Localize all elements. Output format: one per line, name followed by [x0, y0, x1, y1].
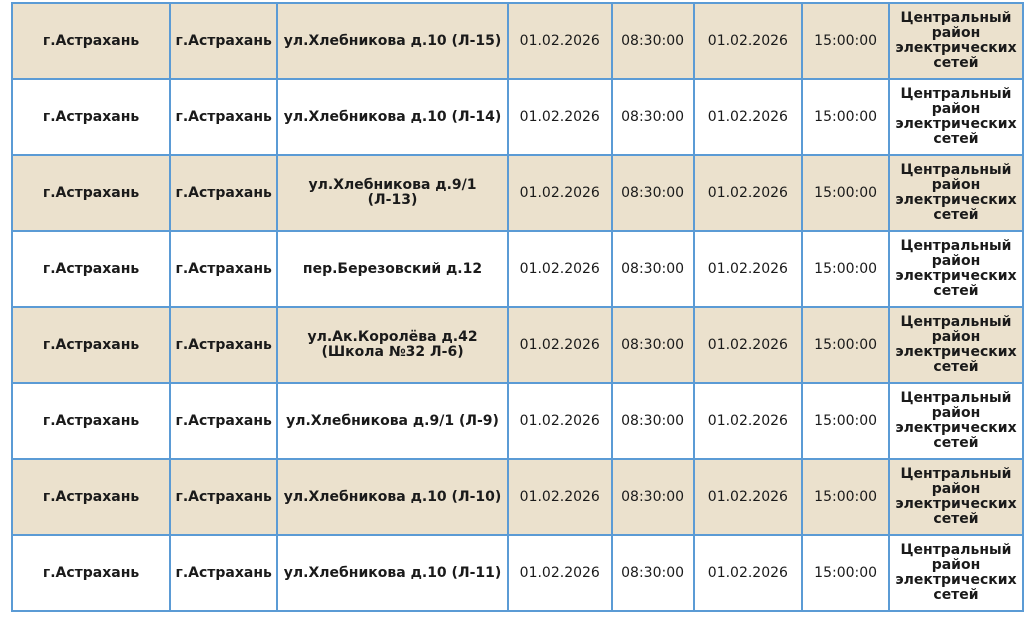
end-date-cell: 01.02.2026: [694, 383, 803, 459]
end-time-cell: 15:00:00: [802, 307, 889, 383]
start-time-cell: 08:30:00: [612, 231, 694, 307]
end-time-cell: 15:00:00: [802, 79, 889, 155]
end-date-cell: 01.02.2026: [694, 155, 803, 231]
settlement-cell: г.Астрахань: [12, 3, 170, 79]
locality-cell: г.Астрахань: [170, 3, 277, 79]
table-row: [12, 231, 1023, 307]
start-date-cell: 01.02.2026: [508, 3, 612, 79]
locality-cell: г.Астрахань: [170, 155, 277, 231]
table-row: [12, 155, 1023, 231]
start-time-cell: 08:30:00: [612, 383, 694, 459]
start-date-cell: 01.02.2026: [508, 307, 612, 383]
table-row: [12, 3, 1023, 79]
outage-schedule-table: [11, 2, 1024, 612]
address-cell: ул.Хлебникова д.10 (Л-15): [277, 3, 508, 79]
end-time-cell: 15:00:00: [802, 383, 889, 459]
settlement-cell: г.Астрахань: [12, 155, 170, 231]
end-time-cell: 15:00:00: [802, 535, 889, 611]
address-cell: ул.Хлебникова д.9/1 (Л-9): [277, 383, 508, 459]
locality-cell: г.Астрахань: [170, 459, 277, 535]
settlement-cell: г.Астрахань: [12, 307, 170, 383]
locality-cell: г.Астрахань: [170, 383, 277, 459]
department-cell: Центральный район электрических сетей: [889, 79, 1023, 155]
end-date-cell: 01.02.2026: [694, 535, 803, 611]
start-date-cell: 01.02.2026: [508, 459, 612, 535]
locality-cell: г.Астрахань: [170, 307, 277, 383]
start-date-cell: 01.02.2026: [508, 231, 612, 307]
table-row: [12, 383, 1023, 459]
settlement-cell: г.Астрахань: [12, 459, 170, 535]
start-date-cell: 01.02.2026: [508, 155, 612, 231]
address-cell: ул.Ак.Королёва д.42 (Школа №32 Л-6): [277, 307, 508, 383]
address-cell: ул.Хлебникова д.10 (Л-11): [277, 535, 508, 611]
settlement-cell: г.Астрахань: [12, 79, 170, 155]
address-cell: ул.Хлебникова д.10 (Л-10): [277, 459, 508, 535]
start-date-cell: 01.02.2026: [508, 383, 612, 459]
settlement-cell: г.Астрахань: [12, 535, 170, 611]
end-time-cell: 15:00:00: [802, 3, 889, 79]
end-date-cell: 01.02.2026: [694, 231, 803, 307]
address-cell: пер.Березовский д.12: [277, 231, 508, 307]
table-row: [12, 79, 1023, 155]
locality-cell: г.Астрахань: [170, 79, 277, 155]
table-row: [12, 459, 1023, 535]
settlement-cell: г.Астрахань: [12, 231, 170, 307]
department-cell: Центральный район электрических сетей: [889, 535, 1023, 611]
locality-cell: г.Астрахань: [170, 535, 277, 611]
start-time-cell: 08:30:00: [612, 307, 694, 383]
end-date-cell: 01.02.2026: [694, 3, 803, 79]
end-time-cell: 15:00:00: [802, 231, 889, 307]
start-time-cell: 08:30:00: [612, 155, 694, 231]
table-row: [12, 535, 1023, 611]
start-date-cell: 01.02.2026: [508, 79, 612, 155]
start-time-cell: 08:30:00: [612, 535, 694, 611]
locality-cell: г.Астрахань: [170, 231, 277, 307]
settlement-cell: г.Астрахань: [12, 383, 170, 459]
start-date-cell: 01.02.2026: [508, 535, 612, 611]
department-cell: Центральный район электрических сетей: [889, 459, 1023, 535]
start-time-cell: 08:30:00: [612, 79, 694, 155]
end-time-cell: 15:00:00: [802, 155, 889, 231]
start-time-cell: 08:30:00: [612, 3, 694, 79]
end-date-cell: 01.02.2026: [694, 307, 803, 383]
department-cell: Центральный район электрических сетей: [889, 155, 1023, 231]
end-date-cell: 01.02.2026: [694, 79, 803, 155]
end-date-cell: 01.02.2026: [694, 459, 803, 535]
department-cell: Центральный район электрических сетей: [889, 383, 1023, 459]
department-cell: Центральный район электрических сетей: [889, 3, 1023, 79]
table-row: [12, 307, 1023, 383]
start-time-cell: 08:30:00: [612, 459, 694, 535]
address-cell: ул.Хлебникова д.10 (Л-14): [277, 79, 508, 155]
department-cell: Центральный район электрических сетей: [889, 307, 1023, 383]
address-cell: ул.Хлебникова д.9/1 (Л-13): [277, 155, 508, 231]
end-time-cell: 15:00:00: [802, 459, 889, 535]
department-cell: Центральный район электрических сетей: [889, 231, 1023, 307]
